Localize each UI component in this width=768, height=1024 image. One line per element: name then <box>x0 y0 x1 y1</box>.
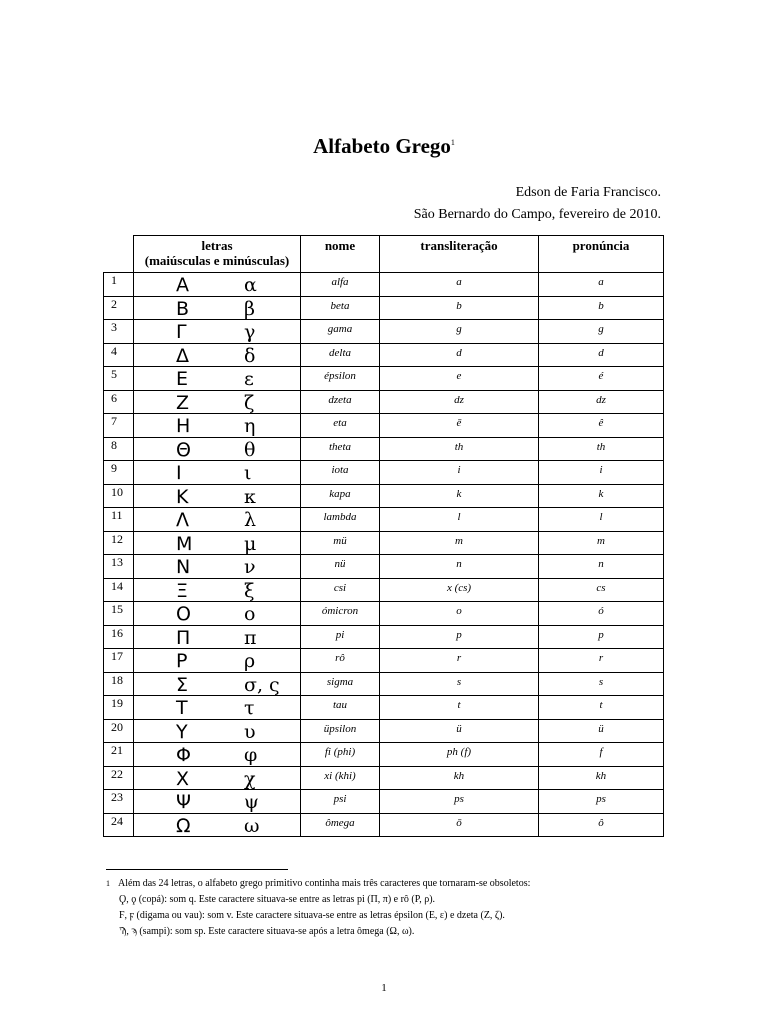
letters-cell <box>134 602 301 626</box>
uppercase-letter: Ζ <box>176 391 190 414</box>
header-pronunciation: pronúncia <box>539 236 664 273</box>
lowercase-letter: λ <box>244 509 257 531</box>
letter-transliteration: b <box>380 296 539 320</box>
letter-name: gama <box>301 320 380 344</box>
author-place-date: São Bernardo do Campo, fevereiro de 2010. <box>413 207 661 222</box>
letter-name: tau <box>301 696 380 720</box>
letter-pronunciation: ps <box>539 790 664 814</box>
letters-cell <box>134 390 301 414</box>
letter-pronunciation: dz <box>539 390 664 414</box>
letters-cell <box>134 766 301 790</box>
letter-name: lambda <box>301 508 380 532</box>
letter-pronunciation: ê <box>539 414 664 438</box>
letter-name: fi (phi) <box>301 743 380 767</box>
letter-pronunciation: p <box>539 625 664 649</box>
letter-transliteration: l <box>380 508 539 532</box>
table-row <box>104 813 664 837</box>
table-row <box>104 649 664 673</box>
table-row <box>104 625 664 649</box>
uppercase-letter: Π <box>176 626 191 649</box>
uppercase-letter: Β <box>176 297 190 320</box>
row-number: 18 <box>104 672 134 696</box>
table-row <box>104 790 664 814</box>
lowercase-letter: ι <box>244 462 252 484</box>
letter-pronunciation: ó <box>539 602 664 626</box>
header-letters-line2: (maiúsculas e minúsculas) <box>144 253 290 268</box>
letter-name: épsilon <box>301 367 380 391</box>
letter-transliteration: r <box>380 649 539 673</box>
lowercase-letter: υ <box>244 720 256 743</box>
title-text: Alfabeto Grego <box>313 134 451 158</box>
letter-pronunciation: l <box>539 508 664 532</box>
letters-cell <box>134 531 301 555</box>
table-row <box>104 602 664 626</box>
letters-cell <box>134 484 301 508</box>
table-header-row <box>104 236 664 273</box>
letters-cell <box>134 743 301 767</box>
lowercase-letter: ξ <box>244 579 255 602</box>
lowercase-letter: μ <box>244 532 257 555</box>
letter-transliteration: ps <box>380 790 539 814</box>
lowercase-letter: ω <box>244 814 260 837</box>
table-row <box>104 555 664 579</box>
page-title <box>0 134 768 159</box>
letter-pronunciation: a <box>539 273 664 297</box>
lowercase-letter: τ <box>244 697 255 719</box>
row-number: 7 <box>104 414 134 438</box>
row-number: 15 <box>104 602 134 626</box>
letter-transliteration: i <box>380 461 539 485</box>
row-number: 11 <box>104 508 134 532</box>
table-row <box>104 343 664 367</box>
letter-pronunciation: s <box>539 672 664 696</box>
letter-transliteration: ü <box>380 719 539 743</box>
letter-name: iota <box>301 461 380 485</box>
row-number: 4 <box>104 343 134 367</box>
row-number: 21 <box>104 743 134 767</box>
letter-pronunciation: k <box>539 484 664 508</box>
uppercase-letter: Χ <box>176 767 190 790</box>
letter-name: beta <box>301 296 380 320</box>
letters-cell <box>134 719 301 743</box>
row-number: 10 <box>104 484 134 508</box>
footnote-line-1 <box>106 876 666 892</box>
row-number: 16 <box>104 625 134 649</box>
table-row <box>104 719 664 743</box>
header-name: nome <box>301 236 380 273</box>
uppercase-letter: Κ <box>176 485 189 508</box>
lowercase-letter: α <box>244 274 257 296</box>
letter-name: eta <box>301 414 380 438</box>
table-row <box>104 743 664 767</box>
uppercase-letter: Γ <box>176 321 187 343</box>
table-row <box>104 296 664 320</box>
letter-pronunciation: é <box>539 367 664 391</box>
uppercase-letter: Ψ <box>176 791 191 813</box>
letter-name: rô <box>301 649 380 673</box>
table-row <box>104 672 664 696</box>
letter-transliteration: o <box>380 602 539 626</box>
letters-cell <box>134 414 301 438</box>
footnote-line-2: Ϙ, ϙ (copá): som q. Este caractere situava-se entre as letras pi (Π, π) e rô (Ρ, ρ). <box>119 894 436 905</box>
letter-transliteration: kh <box>380 766 539 790</box>
lowercase-letter: σ, ς <box>244 673 280 696</box>
row-number: 13 <box>104 555 134 579</box>
letters-cell <box>134 790 301 814</box>
header-transliteration: transliteração <box>380 236 539 273</box>
table-row <box>104 696 664 720</box>
row-number: 9 <box>104 461 134 485</box>
letter-transliteration: g <box>380 320 539 344</box>
uppercase-letter: Ν <box>176 556 191 578</box>
row-number: 1 <box>104 273 134 297</box>
uppercase-letter: Α <box>176 274 189 296</box>
letter-transliteration: m <box>380 531 539 555</box>
page-number: 1 <box>381 982 387 994</box>
letter-transliteration: ē <box>380 414 539 438</box>
header-blank-cell <box>104 236 134 273</box>
uppercase-letter: Θ <box>176 438 191 461</box>
table-row <box>104 578 664 602</box>
table-row <box>104 414 664 438</box>
table-row <box>104 320 664 344</box>
letters-cell <box>134 672 301 696</box>
uppercase-letter: Σ <box>176 673 189 696</box>
lowercase-letter: ν <box>244 556 256 578</box>
letter-transliteration: a <box>380 273 539 297</box>
lowercase-letter: κ <box>244 485 256 508</box>
letter-pronunciation: r <box>539 649 664 673</box>
lowercase-letter: θ <box>244 438 256 461</box>
row-number: 14 <box>104 578 134 602</box>
uppercase-letter: Ι <box>176 462 182 484</box>
author-name: Edson de Faria Francisco. <box>515 185 661 200</box>
lowercase-letter: η <box>244 415 256 437</box>
footnote-mark: 1 <box>106 879 110 888</box>
letter-name: csi <box>301 578 380 602</box>
letters-cell <box>134 367 301 391</box>
row-number: 6 <box>104 390 134 414</box>
title-footnote-mark: 1 <box>450 138 455 147</box>
letter-pronunciation: ü <box>539 719 664 743</box>
letters-cell <box>134 461 301 485</box>
lowercase-letter: ψ <box>244 791 259 813</box>
uppercase-letter: Ρ <box>176 650 188 672</box>
letter-name: delta <box>301 343 380 367</box>
uppercase-letter: Ω <box>176 814 191 837</box>
letter-pronunciation: b <box>539 296 664 320</box>
table-row <box>104 461 664 485</box>
letter-transliteration: d <box>380 343 539 367</box>
letter-name: alfa <box>301 273 380 297</box>
row-number: 24 <box>104 813 134 837</box>
table-row <box>104 437 664 461</box>
letters-cell <box>134 649 301 673</box>
letter-name: psi <box>301 790 380 814</box>
table-row <box>104 390 664 414</box>
uppercase-letter: Ξ <box>176 579 189 602</box>
letters-cell <box>134 320 301 344</box>
lowercase-letter: χ <box>244 767 256 790</box>
footnote <box>106 876 666 940</box>
letter-name: theta <box>301 437 380 461</box>
letters-cell <box>134 508 301 532</box>
letters-cell <box>134 578 301 602</box>
table-row <box>104 367 664 391</box>
uppercase-letter: Τ <box>176 697 188 719</box>
letter-transliteration: ō <box>380 813 539 837</box>
uppercase-letter: Φ <box>176 744 191 766</box>
letter-name: sigma <box>301 672 380 696</box>
table-row <box>104 508 664 532</box>
lowercase-letter: ρ <box>244 650 256 672</box>
letters-cell <box>134 437 301 461</box>
row-number: 8 <box>104 437 134 461</box>
row-number: 17 <box>104 649 134 673</box>
footnote-line-3: Ϝ, ϝ (digama ou vau): som v. Este caractere situava-se entre as letras épsilon (Ε, ε) e dzeta (Ζ, ζ). <box>119 910 505 921</box>
letter-name: ômega <box>301 813 380 837</box>
letter-pronunciation: t <box>539 696 664 720</box>
letter-name: nü <box>301 555 380 579</box>
greek-alphabet-table <box>103 235 664 837</box>
letter-transliteration: s <box>380 672 539 696</box>
letter-pronunciation: i <box>539 461 664 485</box>
letter-transliteration: e <box>380 367 539 391</box>
header-letters <box>134 236 301 273</box>
letter-transliteration: x (cs) <box>380 578 539 602</box>
row-number: 3 <box>104 320 134 344</box>
uppercase-letter: Δ <box>176 344 189 367</box>
letter-name: mü <box>301 531 380 555</box>
letter-transliteration: dz <box>380 390 539 414</box>
lowercase-letter: φ <box>244 744 258 766</box>
lowercase-letter: β <box>244 297 255 320</box>
letter-transliteration: n <box>380 555 539 579</box>
footnote-text-1: Além das 24 letras, o alfabeto grego primitivo continha mais três caracteres que tornaram-se obsoletos: <box>118 878 531 889</box>
uppercase-letter: Λ <box>176 509 189 531</box>
table-row <box>104 531 664 555</box>
lowercase-letter: ο <box>244 603 256 625</box>
letter-pronunciation: n <box>539 555 664 579</box>
letter-transliteration: k <box>380 484 539 508</box>
author-block <box>414 182 661 226</box>
letter-pronunciation: g <box>539 320 664 344</box>
letter-transliteration: th <box>380 437 539 461</box>
row-number: 20 <box>104 719 134 743</box>
letter-pronunciation: ô <box>539 813 664 837</box>
table-row <box>104 766 664 790</box>
row-number: 22 <box>104 766 134 790</box>
letter-name: xi (khi) <box>301 766 380 790</box>
letter-pronunciation: th <box>539 437 664 461</box>
letter-transliteration: ph (f) <box>380 743 539 767</box>
row-number: 23 <box>104 790 134 814</box>
letter-name: kapa <box>301 484 380 508</box>
letters-cell <box>134 813 301 837</box>
letters-cell <box>134 625 301 649</box>
row-number: 2 <box>104 296 134 320</box>
header-letters-line1: letras <box>201 238 233 253</box>
uppercase-letter: Υ <box>176 720 188 743</box>
uppercase-letter: Ο <box>176 603 191 625</box>
letter-transliteration: p <box>380 625 539 649</box>
letters-cell <box>134 273 301 297</box>
lowercase-letter: γ <box>244 321 256 343</box>
letter-pronunciation: m <box>539 531 664 555</box>
lowercase-letter: π <box>244 626 257 649</box>
uppercase-letter: Ε <box>176 368 189 390</box>
lowercase-letter: ε <box>244 368 254 390</box>
letter-pronunciation: f <box>539 743 664 767</box>
letter-name: ómicron <box>301 602 380 626</box>
letter-pronunciation: d <box>539 343 664 367</box>
letters-cell <box>134 696 301 720</box>
letter-transliteration: t <box>380 696 539 720</box>
letters-cell <box>134 343 301 367</box>
lowercase-letter: δ <box>244 344 256 367</box>
row-number: 12 <box>104 531 134 555</box>
letters-cell <box>134 555 301 579</box>
letter-name: üpsilon <box>301 719 380 743</box>
letters-cell <box>134 296 301 320</box>
table-row <box>104 273 664 297</box>
letter-name: pi <box>301 625 380 649</box>
footnote-line-4: Ϡ, ϡ (sampi): som sp. Este caractere situava-se após a letra ômega (Ω, ω). <box>119 926 415 937</box>
uppercase-letter: Η <box>176 415 191 437</box>
letter-pronunciation: cs <box>539 578 664 602</box>
row-number: 19 <box>104 696 134 720</box>
lowercase-letter: ζ <box>244 391 255 414</box>
row-number: 5 <box>104 367 134 391</box>
letter-pronunciation: kh <box>539 766 664 790</box>
footnote-separator <box>106 869 288 870</box>
table-row <box>104 484 664 508</box>
uppercase-letter: Μ <box>176 532 193 555</box>
letter-name: dzeta <box>301 390 380 414</box>
